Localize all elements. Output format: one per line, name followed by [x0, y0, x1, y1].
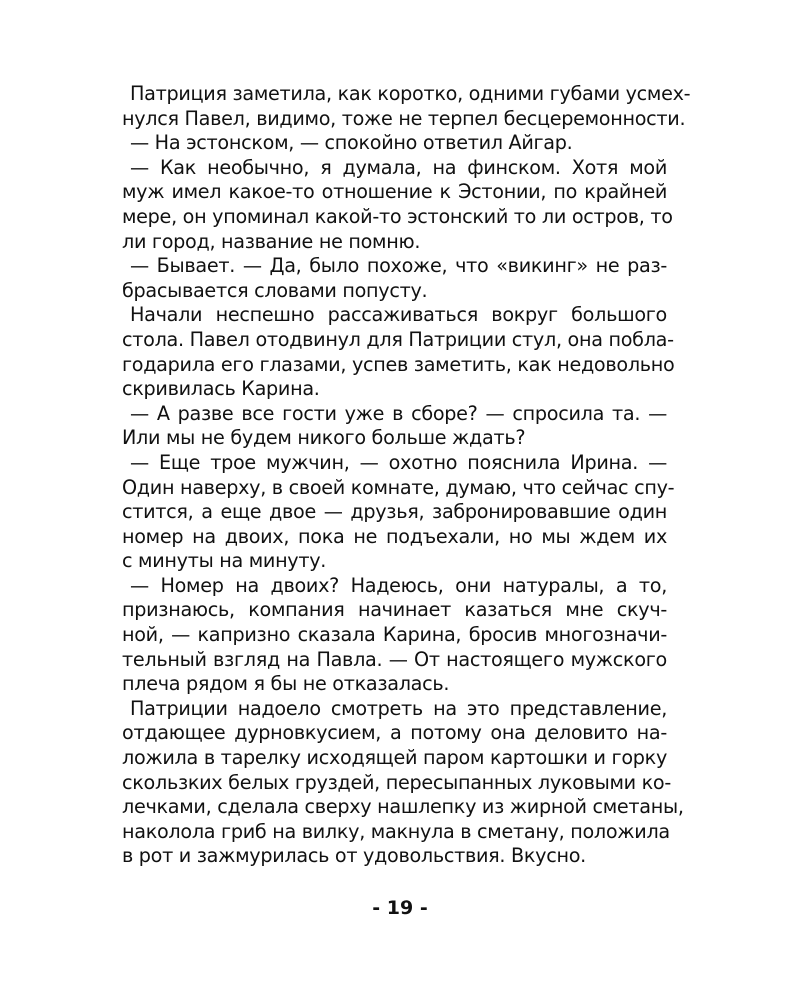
text-line: — Еще трое мужчин, — охотно пояснила Ирина. —: [130, 450, 667, 474]
paragraph: [122, 450, 675, 574]
paragraph: [122, 696, 684, 869]
text-line: — Номер на двоих? Надеюсь, они натуралы, а то,: [130, 573, 667, 597]
text-line: наколола гриб на вилку, макнула в сметану, положила: [122, 819, 670, 843]
paragraph: [122, 131, 667, 156]
text-line: — Как необычно, я думала, на финском. Хотя мой: [130, 155, 667, 179]
text-line: ли город, название не помню.: [122, 229, 421, 253]
text-line: мере, он упоминал какой-то эстонский то ли остров, то: [122, 204, 673, 228]
text-line: муж имел какое-то отношение к Эстонии, по крайней: [122, 180, 667, 204]
text-line: отдающее дурновкусием, а потому она деловито на-: [122, 721, 667, 745]
text-line: годарила его глазами, успев заметить, как недовольно: [122, 352, 675, 376]
text-line: — Бывает. — Да, было похоже, что «викинг» не раз-: [130, 254, 667, 278]
text-line: номер на двоих, пока не подъехали, но мы ждем их: [122, 524, 667, 548]
text-line: тельный взгляд на Павла. — От настоящего мужского: [122, 647, 667, 671]
paragraph: [122, 155, 673, 254]
text-line: брасывается словами попусту.: [122, 278, 428, 302]
text-line: Патриция заметила, как коротко, одними губами усмех-: [130, 82, 691, 105]
text-line: ложила в тарелку исходящей паром картошки и горку: [122, 746, 667, 770]
paragraph: [122, 82, 691, 131]
text-line: скривилась Карина.: [122, 377, 320, 401]
text-line: нулся Павел, видимо, тоже не терпел бесцеремонности.: [122, 106, 686, 130]
text-line: Начали неспешно рассаживаться вокруг большого: [130, 303, 667, 327]
paragraph: [122, 254, 667, 303]
text-line: — А разве все гости уже в сборе? — спросила та. —: [130, 401, 667, 425]
text-line: Или мы не будем никого больше ждать?: [122, 426, 526, 450]
text-line: стится, а еще двое — друзья, забронировавшие один: [122, 500, 667, 524]
text-line: стола. Павел отодвинул для Патриции стул, она побла-: [122, 327, 674, 351]
text-line: Один наверху, в своей комнате, думаю, что сейчас спу-: [122, 475, 675, 499]
paragraph: [122, 303, 675, 401]
text-line: в рот и зажмурилась от удовольствия. Вкусно.: [122, 844, 586, 868]
paragraph: [122, 402, 667, 451]
text-line: скользких белых груздей, пересыпанных луковыми ко-: [122, 770, 671, 794]
text-line: — На эстонском, — спокойно ответил Айгар.: [130, 131, 573, 155]
text-line: признаюсь, компания начинает казаться мне скуч-: [122, 598, 667, 622]
text-line: лечками, сделала сверху нашлепку из жирной сметаны,: [122, 795, 684, 819]
page-number: - 19 -: [372, 897, 428, 919]
text-line: Патриции надоело смотреть на это представление,: [130, 696, 667, 720]
text-line: с минуты на минуту.: [122, 549, 327, 573]
text-line: ной, — капризно сказала Карина, бросив многозначи-: [122, 623, 667, 647]
page-text: [122, 82, 691, 869]
text-line: плеча рядом я бы не отказалась.: [122, 672, 450, 696]
paragraph: [122, 574, 667, 697]
